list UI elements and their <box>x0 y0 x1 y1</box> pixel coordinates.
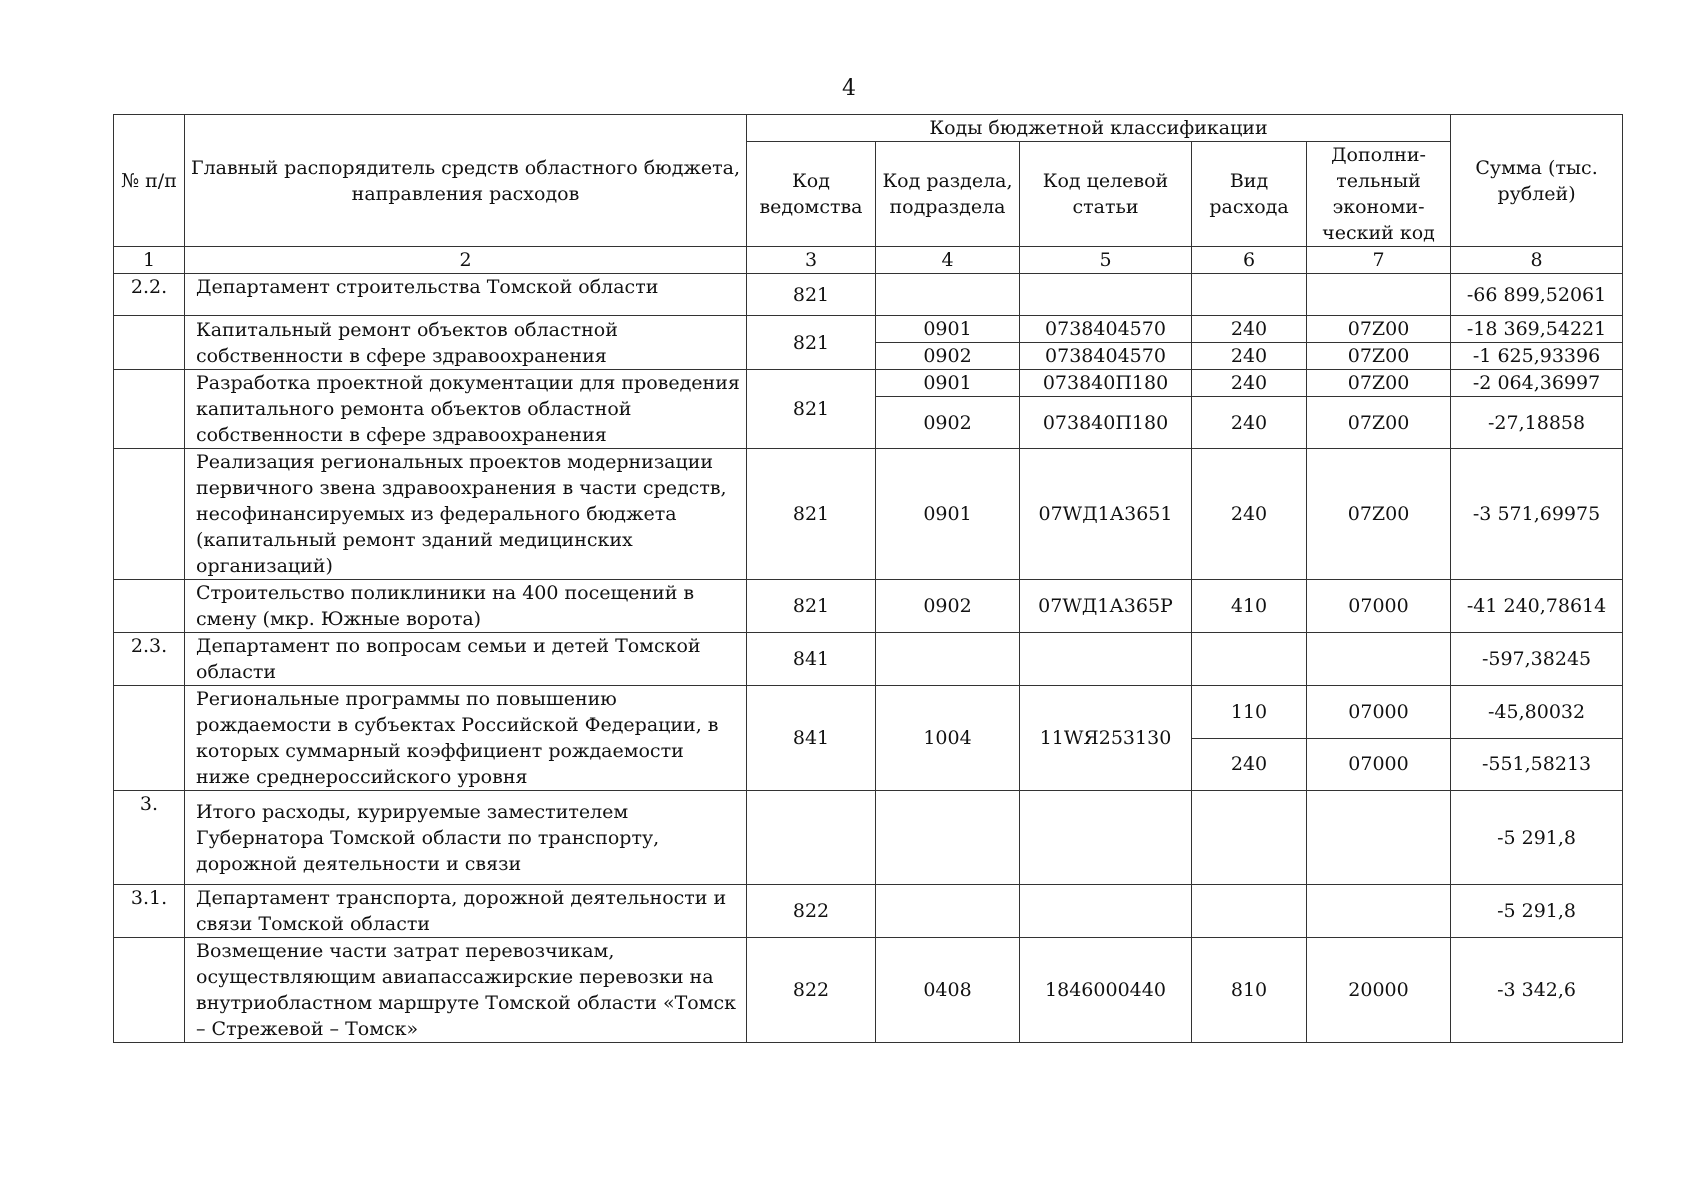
row-name: Реализация региональных проектов модернизации первичного звена здравоохранения в части средств, несофинансируемых из федерального бюджета (капитальный ремонт зданий медицинских организаций) <box>185 449 747 580</box>
sum-cell: -27,18858 <box>1451 397 1623 449</box>
econ-code-cell: 07Z00 <box>1307 449 1451 580</box>
econ-code-cell <box>1307 791 1451 885</box>
header-econ-code: Дополни-тельный экономи-ческий код <box>1307 142 1451 247</box>
target-code-cell <box>1020 633 1192 686</box>
header-target-code: Код целевой статьи <box>1020 142 1192 247</box>
col-number: 5 <box>1020 247 1192 274</box>
section-code-cell: 0901 <box>876 370 1020 397</box>
econ-code-cell <box>1307 885 1451 938</box>
header-expense-type: Вид расхода <box>1192 142 1307 247</box>
col-number: 1 <box>114 247 185 274</box>
section-code-cell <box>876 633 1020 686</box>
dept-code-cell: 821 <box>747 580 876 633</box>
row-name: Капитальный ремонт объектов областной собственности в сфере здравоохранения <box>185 316 747 370</box>
expense-type-cell: 410 <box>1192 580 1307 633</box>
expense-type-cell <box>1192 885 1307 938</box>
econ-code-cell: 20000 <box>1307 938 1451 1043</box>
target-code-cell <box>1020 791 1192 885</box>
row-name: Департамент транспорта, дорожной деятельности и связи Томской области <box>185 885 747 938</box>
sum-cell: -45,80032 <box>1451 686 1623 739</box>
target-code-cell: 11WЯ253130 <box>1020 686 1192 791</box>
target-code-cell <box>1020 274 1192 316</box>
header-row-1 <box>114 115 1623 142</box>
table-row <box>114 791 1623 885</box>
row-number <box>114 938 185 1043</box>
section-code-cell: 0902 <box>876 397 1020 449</box>
econ-code-cell: 07Z00 <box>1307 370 1451 397</box>
col-number: 3 <box>747 247 876 274</box>
target-code-cell <box>1020 885 1192 938</box>
row-number <box>114 580 185 633</box>
section-code-cell: 1004 <box>876 686 1020 791</box>
header-name: Главный распорядитель средств областного бюджета, направления расходов <box>185 115 747 247</box>
sum-cell: -3 571,69975 <box>1451 449 1623 580</box>
expense-type-cell <box>1192 791 1307 885</box>
row-name: Разработка проектной документации для проведения капитального ремонта объектов областной собственности в сфере здравоохранения <box>185 370 747 449</box>
dept-code-cell: 821 <box>747 370 876 449</box>
row-number: 2.2. <box>114 274 185 316</box>
econ-code-cell: 07000 <box>1307 580 1451 633</box>
header-no: № п/п <box>114 115 185 247</box>
table-row <box>114 580 1623 633</box>
row-name: Возмещение части затрат перевозчикам, осуществляющим авиапассажирские перевозки на внутриобластном маршруте Томской области «Томск – Стрежевой – Томск» <box>185 938 747 1043</box>
budget-table <box>113 114 1623 1043</box>
section-code-cell: 0902 <box>876 580 1020 633</box>
row-number <box>114 686 185 791</box>
section-code-cell <box>876 791 1020 885</box>
target-code-cell: 073840П180 <box>1020 397 1192 449</box>
sum-cell: -1 625,93396 <box>1451 343 1623 370</box>
target-code-cell: 1846000440 <box>1020 938 1192 1043</box>
expense-type-cell: 240 <box>1192 397 1307 449</box>
dept-code-cell: 821 <box>747 449 876 580</box>
row-number <box>114 449 185 580</box>
econ-code-cell: 07000 <box>1307 738 1451 791</box>
econ-code-cell <box>1307 633 1451 686</box>
table-row <box>114 633 1623 686</box>
section-code-cell: 0901 <box>876 449 1020 580</box>
dept-code-cell: 841 <box>747 686 876 791</box>
sum-cell: -3 342,6 <box>1451 938 1623 1043</box>
econ-code-cell: 07Z00 <box>1307 343 1451 370</box>
target-code-cell: 07WД1А365Р <box>1020 580 1192 633</box>
table-row <box>114 316 1623 343</box>
sum-cell: -5 291,8 <box>1451 791 1623 885</box>
header-sum: Сумма (тыс. рублей) <box>1451 115 1623 247</box>
row-number: 2.3. <box>114 633 185 686</box>
header-section-code: Код раздела, подраздела <box>876 142 1020 247</box>
sum-cell: -551,58213 <box>1451 738 1623 791</box>
col-number: 2 <box>185 247 747 274</box>
dept-code-cell: 822 <box>747 938 876 1043</box>
section-code-cell: 0902 <box>876 343 1020 370</box>
page-number: 4 <box>842 76 856 101</box>
row-name: Итого расходы, курируемые заместителем Губернатора Томской области по транспорту, дорожной деятельности и связи <box>185 791 747 885</box>
econ-code-cell: 07Z00 <box>1307 397 1451 449</box>
section-code-cell: 0408 <box>876 938 1020 1043</box>
row-number: 3.1. <box>114 885 185 938</box>
section-code-cell: 0901 <box>876 316 1020 343</box>
dept-code-cell: 821 <box>747 316 876 370</box>
sum-cell: -597,38245 <box>1451 633 1623 686</box>
row-number <box>114 316 185 370</box>
header-dept-code: Код ведомства <box>747 142 876 247</box>
col-number: 8 <box>1451 247 1623 274</box>
target-code-cell: 07WД1А3651 <box>1020 449 1192 580</box>
col-number: 4 <box>876 247 1020 274</box>
target-code-cell: 073840П180 <box>1020 370 1192 397</box>
sum-cell: -5 291,8 <box>1451 885 1623 938</box>
row-number <box>114 370 185 449</box>
dept-code-cell: 822 <box>747 885 876 938</box>
col-number: 6 <box>1192 247 1307 274</box>
dept-code-cell <box>747 791 876 885</box>
econ-code-cell <box>1307 274 1451 316</box>
row-name: Строительство поликлиники на 400 посещений в смену (мкр. Южные ворота) <box>185 580 747 633</box>
dept-code-cell: 821 <box>747 274 876 316</box>
expense-type-cell: 240 <box>1192 316 1307 343</box>
sum-cell: -18 369,54221 <box>1451 316 1623 343</box>
econ-code-cell: 07Z00 <box>1307 316 1451 343</box>
sum-cell: -66 899,52061 <box>1451 274 1623 316</box>
sum-cell: -41 240,78614 <box>1451 580 1623 633</box>
sum-cell: -2 064,36997 <box>1451 370 1623 397</box>
dept-code-cell: 841 <box>747 633 876 686</box>
expense-type-cell: 810 <box>1192 938 1307 1043</box>
section-code-cell <box>876 274 1020 316</box>
column-number-row <box>114 247 1623 274</box>
expense-type-cell: 240 <box>1192 738 1307 791</box>
table-row <box>114 370 1623 397</box>
expense-type-cell: 240 <box>1192 343 1307 370</box>
expense-type-cell: 240 <box>1192 370 1307 397</box>
table-row <box>114 449 1623 580</box>
col-number: 7 <box>1307 247 1451 274</box>
expense-type-cell: 240 <box>1192 449 1307 580</box>
table-row <box>114 938 1623 1043</box>
expense-type-cell <box>1192 633 1307 686</box>
row-number: 3. <box>114 791 185 885</box>
row-name: Департамент по вопросам семьи и детей Томской области <box>185 633 747 686</box>
section-code-cell <box>876 885 1020 938</box>
econ-code-cell: 07000 <box>1307 686 1451 739</box>
table-row <box>114 686 1623 739</box>
target-code-cell: 0738404570 <box>1020 343 1192 370</box>
expense-type-cell <box>1192 274 1307 316</box>
header-codes-group: Коды бюджетной классификации <box>747 115 1451 142</box>
row-name: Департамент строительства Томской области <box>185 274 747 316</box>
table-row <box>114 885 1623 938</box>
row-name: Региональные программы по повышению рождаемости в субъектах Российской Федерации, в которых суммарный коэффициент рождаемости ниже среднероссийского уровня <box>185 686 747 791</box>
expense-type-cell: 110 <box>1192 686 1307 739</box>
table-row <box>114 274 1623 316</box>
target-code-cell: 0738404570 <box>1020 316 1192 343</box>
